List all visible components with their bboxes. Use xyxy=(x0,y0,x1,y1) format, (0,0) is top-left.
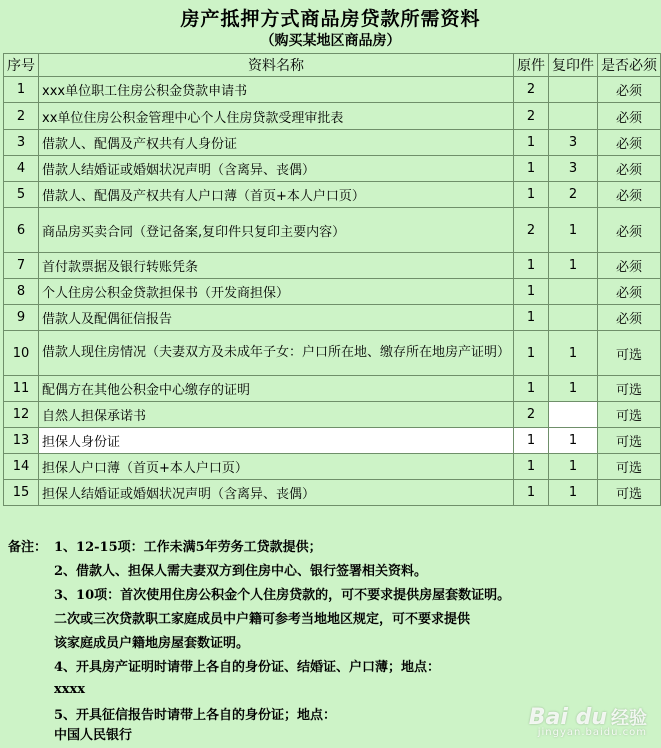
documents-table xyxy=(3,53,661,506)
cell-no: 2 xyxy=(4,103,39,130)
cell-name: 借款人结婚证或婚姻状况声明（含离异、丧偶） xyxy=(39,156,514,182)
cell-original: 1 xyxy=(514,331,549,376)
cell-required: 必须 xyxy=(598,103,661,130)
cell-original: 1 xyxy=(514,454,549,480)
cell-copy xyxy=(549,279,598,305)
cell-name: 个人住房公积金贷款担保书（开发商担保） xyxy=(39,279,514,305)
cell-original: 1 xyxy=(514,182,549,208)
table-row xyxy=(4,480,661,506)
table-row xyxy=(4,331,661,376)
cell-copy xyxy=(549,103,598,130)
cell-original: 2 xyxy=(514,402,549,428)
cell-name: xx单位住房公积金管理中心个人住房贷款受理审批表 xyxy=(39,103,514,130)
cell-original: 2 xyxy=(514,77,549,103)
cell-required: 可选 xyxy=(598,376,661,402)
cell-name: 借款人现住房情况（夫妻双方及未成年子女：户口所在地、缴存所在地房产证明） xyxy=(39,331,514,376)
cell-required: 必须 xyxy=(598,77,661,103)
watermark-text: 经验 xyxy=(611,708,647,729)
cell-no: 9 xyxy=(4,305,39,331)
cell-original: 1 xyxy=(514,156,549,182)
table-row xyxy=(4,376,661,402)
baidu-jingyan-watermark xyxy=(529,704,647,738)
page-subtitle: （购买某地区商品房） xyxy=(260,33,401,49)
cell-copy: 1 xyxy=(549,454,598,480)
cell-original: 2 xyxy=(514,103,549,130)
cell-copy: 1 xyxy=(549,331,598,376)
cell-no: 11 xyxy=(4,376,39,402)
table-row xyxy=(4,279,661,305)
cell-original: 1 xyxy=(514,253,549,279)
cell-required: 可选 xyxy=(598,331,661,376)
page-title: 房产抵押方式商品房贷款所需资料 xyxy=(180,8,481,30)
cell-required: 可选 xyxy=(598,402,661,428)
cell-no: 14 xyxy=(4,454,39,480)
cell-name: 担保人户口薄（首页+本人户口页） xyxy=(39,454,514,480)
note-5: 5、开具征信报告时请带上各自的身份证；地点： xyxy=(54,708,337,723)
cell-name: 担保人结婚证或婚姻状况声明（含离异、丧偶） xyxy=(39,480,514,506)
header-name: 资料名称 xyxy=(39,54,514,77)
cell-original: 2 xyxy=(514,208,549,253)
cell-no: 10 xyxy=(4,331,39,376)
cell-no: 4 xyxy=(4,156,39,182)
cell-required: 必须 xyxy=(598,156,661,182)
cell-required: 可选 xyxy=(598,428,661,454)
table-row xyxy=(4,182,661,208)
cell-no: 7 xyxy=(4,253,39,279)
cell-copy xyxy=(549,77,598,103)
cell-name: 首付款票据及银行转账凭条 xyxy=(39,253,514,279)
cell-original: 1 xyxy=(514,130,549,156)
note-1: 1、12-15项：工作未满5年劳务工贷款提供； xyxy=(54,540,322,555)
cell-copy: 3 xyxy=(549,130,598,156)
cell-copy: 1 xyxy=(549,208,598,253)
note-4: 4、开具房产证明时请带上各自的身份证、结婚证、户口薄；地点： xyxy=(54,660,441,675)
cell-name: 借款人、配偶及产权共有人户口薄（首页+本人户口页） xyxy=(39,182,514,208)
cell-original: 1 xyxy=(514,279,549,305)
header-no: 序号 xyxy=(4,54,39,77)
cell-required: 必须 xyxy=(598,279,661,305)
cell-copy: 1 xyxy=(549,480,598,506)
cell-required: 必须 xyxy=(598,305,661,331)
header-required: 是否必须 xyxy=(598,54,661,77)
cell-copy xyxy=(549,402,598,428)
table-row xyxy=(4,130,661,156)
notes-label: 备注： xyxy=(8,540,48,555)
cell-no: 6 xyxy=(4,208,39,253)
table-row xyxy=(4,402,661,428)
cell-copy: 1 xyxy=(549,253,598,279)
cell-name: xxx单位职工住房公积金贷款申请书 xyxy=(39,77,514,103)
cell-name: 商品房买卖合同（登记备案,复印件只复印主要内容） xyxy=(39,208,514,253)
note-3-continued-2: 该家庭成员户籍地房屋套数证明。 xyxy=(54,636,250,651)
cell-no: 13 xyxy=(4,428,39,454)
cell-name: 担保人身份证 xyxy=(39,428,514,454)
cell-name: 配偶方在其他公积金中心缴存的证明 xyxy=(39,376,514,402)
header-copy: 复印件 xyxy=(549,54,598,77)
note-4-location: xxxx xyxy=(54,682,86,697)
table-row xyxy=(4,428,661,454)
cell-original: 1 xyxy=(514,305,549,331)
table-row xyxy=(4,156,661,182)
cell-required: 必须 xyxy=(598,130,661,156)
table-row xyxy=(4,253,661,279)
table-header-row xyxy=(4,54,661,77)
cell-copy: 1 xyxy=(549,376,598,402)
table-row xyxy=(4,454,661,480)
cell-name: 借款人、配偶及产权共有人身份证 xyxy=(39,130,514,156)
cell-copy: 3 xyxy=(549,156,598,182)
cell-name: 借款人及配偶征信报告 xyxy=(39,305,514,331)
note-2: 2、借款人、担保人需夫妻双方到住房中心、银行签署相关资料。 xyxy=(54,564,428,579)
table-row xyxy=(4,77,661,103)
cell-required: 必须 xyxy=(598,208,661,253)
cell-no: 1 xyxy=(4,77,39,103)
cell-required: 必须 xyxy=(598,253,661,279)
table-row xyxy=(4,208,661,253)
note-5-location: 中国人民银行 xyxy=(54,728,133,743)
cell-original: 1 xyxy=(514,376,549,402)
cell-no: 12 xyxy=(4,402,39,428)
cell-no: 5 xyxy=(4,182,39,208)
cell-required: 可选 xyxy=(598,454,661,480)
baidu-logo-icon: Bai du xyxy=(528,705,607,730)
cell-name: 自然人担保承诺书 xyxy=(39,402,514,428)
header-original: 原件 xyxy=(514,54,549,77)
cell-original: 1 xyxy=(514,480,549,506)
cell-copy: 2 xyxy=(549,182,598,208)
cell-no: 15 xyxy=(4,480,39,506)
note-3: 3、10项：首次使用住房公积金个人住房贷款的，可不要求提供房屋套数证明。 xyxy=(54,588,511,603)
table-row xyxy=(4,103,661,130)
cell-no: 8 xyxy=(4,279,39,305)
cell-copy xyxy=(549,305,598,331)
cell-required: 必须 xyxy=(598,182,661,208)
watermark-url: jingyan.baidu.com xyxy=(537,727,647,738)
cell-original: 1 xyxy=(514,428,549,454)
table-row xyxy=(4,305,661,331)
cell-copy: 1 xyxy=(549,428,598,454)
cell-required: 可选 xyxy=(598,480,661,506)
note-3-continued: 二次或三次贷款职工家庭成员中户籍可参考当地地区规定，可不要求提供 xyxy=(54,612,471,627)
cell-no: 3 xyxy=(4,130,39,156)
